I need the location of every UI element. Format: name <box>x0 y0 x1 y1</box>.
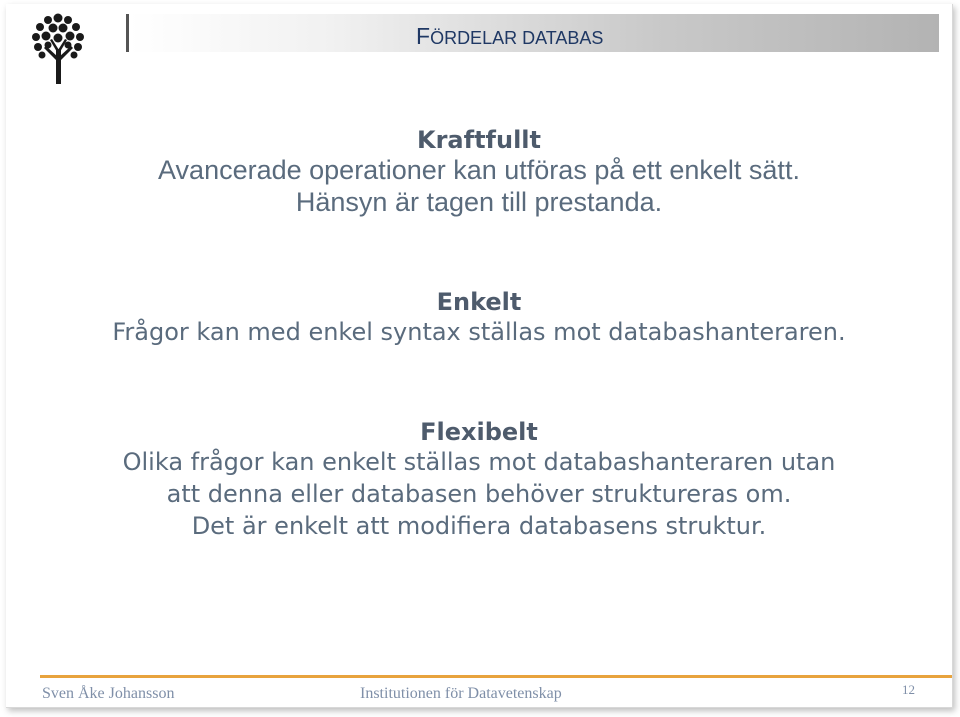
section-heading: Kraftfullt <box>417 126 541 154</box>
page-title <box>416 23 603 50</box>
section-line: Olika frågor kan enkelt ställas mot databashanteraren utan <box>122 448 836 476</box>
footer-department: Institutionen för Datavetenskap <box>360 685 562 702</box>
section-enkelt <box>6 288 952 348</box>
section-line: Frågor kan med enkel syntax ställas mot databashanteraren. <box>112 318 846 346</box>
page-title-rest: ÖRDELAR DATABAS <box>430 28 604 48</box>
tree-icon <box>28 10 90 86</box>
section-line: Det är enkelt att modifiera databasens struktur. <box>191 512 767 540</box>
section-kraftfullt <box>6 126 952 218</box>
section-line: Avancerade operationer kan utföras på ett enkelt sätt. <box>158 155 800 185</box>
section-flexibelt <box>6 418 952 542</box>
slide <box>6 4 953 708</box>
footer-divider <box>40 675 952 678</box>
section-line: att denna eller databasen behöver struktureras om. <box>166 480 792 508</box>
section-line: Hänsyn är tagen till prestanda. <box>295 187 663 217</box>
footer-author: Sven Åke Johansson <box>42 685 175 702</box>
section-heading: Enkelt <box>436 288 522 316</box>
section-heading: Flexibelt <box>420 418 538 446</box>
page-title-initial: F <box>416 23 431 49</box>
page-number: 12 <box>902 682 915 697</box>
